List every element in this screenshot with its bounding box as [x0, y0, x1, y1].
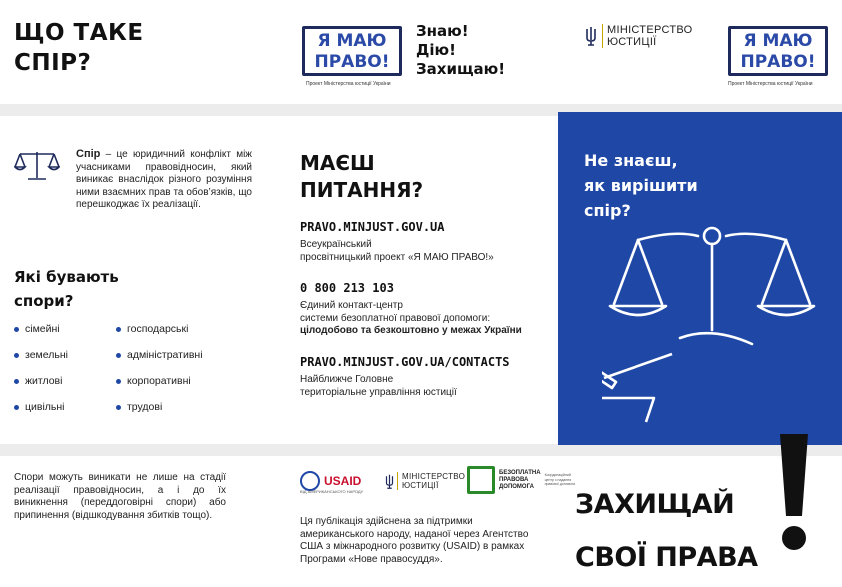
list-item: земельні	[14, 342, 68, 368]
slogan: Знаю! Дію! Захищаю!	[416, 22, 506, 78]
contacts-link[interactable]: PRAVO.MINJUST.GOV.UA/CONTACTS	[300, 355, 510, 369]
scales-icon	[610, 228, 814, 344]
exclamation-char: !	[794, 550, 795, 551]
legal-aid-emblem-icon	[467, 466, 495, 494]
logo-caption: Проект Міністерства юстиції України	[306, 81, 391, 87]
trident-icon	[385, 474, 394, 489]
page-title: ЩО ТАКЕ СПІР?	[14, 20, 144, 76]
contact-offices: PRAVO.MINJUST.GOV.UA/CONTACTS Найближче Головне територіальне управління юстиції	[300, 355, 510, 398]
ministry-logo: МІНІСТЕРСТВО ЮСТИЦІЇ	[585, 24, 693, 48]
list-item: житлові	[14, 368, 68, 394]
contact-phone: 0 800 213 103 Єдиний контакт-центр системи безоплатної правової допомоги: цілодобово та безкоштовно у межах України	[300, 281, 522, 336]
phone-number[interactable]: 0 800 213 103	[300, 281, 394, 295]
usaid-caption: ВІД АМЕРИКАНСЬКОГО НАРОДУ	[300, 489, 364, 494]
disputes-note: Спори можуть виникати не лише на стадії реалізації правовідносин, а і до їх виникнення (переддоговірні спори) або припинення (відшкодування збитків тощо).	[14, 472, 226, 521]
usaid-emblem-icon	[300, 471, 320, 491]
contact-site: PRAVO.MINJUST.GOV.UA Всеукраїнський просвітницький проект «Я МАЮ ПРАВО!»	[300, 220, 494, 263]
ya-mayu-pravo-logo: Я МАЮ ПРАВО!	[302, 26, 402, 76]
logo-caption-right: Проект Міністерства юстиції України	[728, 81, 813, 87]
trident-icon	[585, 26, 597, 46]
scales-icon	[14, 150, 60, 184]
exclamation-mark	[776, 432, 812, 556]
publication-note: Ця публікація здійснена за підтримки американського народу, наданої через Агентство США з міжнародного розвитку (USAID) в рамках Програми «Нове правосуддя».	[300, 516, 529, 565]
list-item: корпоративні	[116, 368, 203, 394]
blue-panel-title: Не знаєш, як вирішити спір?	[584, 151, 698, 220]
list-item: сімейні	[14, 316, 68, 342]
usaid-logo: USAID	[300, 471, 361, 491]
types-list-col2	[116, 316, 203, 420]
ya-mayu-pravo-logo-right: Я МАЮ ПРАВО!	[728, 26, 828, 76]
list-item: господарські	[116, 316, 203, 342]
scales-gavel-illustration	[602, 226, 822, 426]
types-list-col1	[14, 316, 68, 420]
gavel-icon	[602, 354, 672, 422]
list-item: адміністративні	[116, 342, 203, 368]
definition-text: Спір – це юридичний конфлікт між учасниками правовідносин, який виникає внаслідок різного розуміння ними взаємних прав та обов’язків, що перешкоджає їх реалізації.	[76, 148, 252, 210]
protect-rights-slogan: ЗАХИЩАЙ СВОЇ ПРАВА	[575, 489, 758, 573]
ministry-logo-small: МІНІСТЕРСТВО ЮСТИЦІЇ	[385, 472, 465, 490]
list-item: цивільні	[14, 394, 68, 420]
types-heading: Які бувають спори?	[14, 268, 119, 310]
site-link[interactable]: PRAVO.MINJUST.GOV.UA	[300, 220, 445, 234]
list-item: трудові	[116, 394, 203, 420]
questions-heading: МАЄШ ПИТАННЯ?	[300, 151, 424, 202]
legal-aid-logo: БЕЗОПЛАТНА ПРАВОВА ДОПОМОГА Координаційний центр з надання правової допомоги	[467, 466, 581, 494]
